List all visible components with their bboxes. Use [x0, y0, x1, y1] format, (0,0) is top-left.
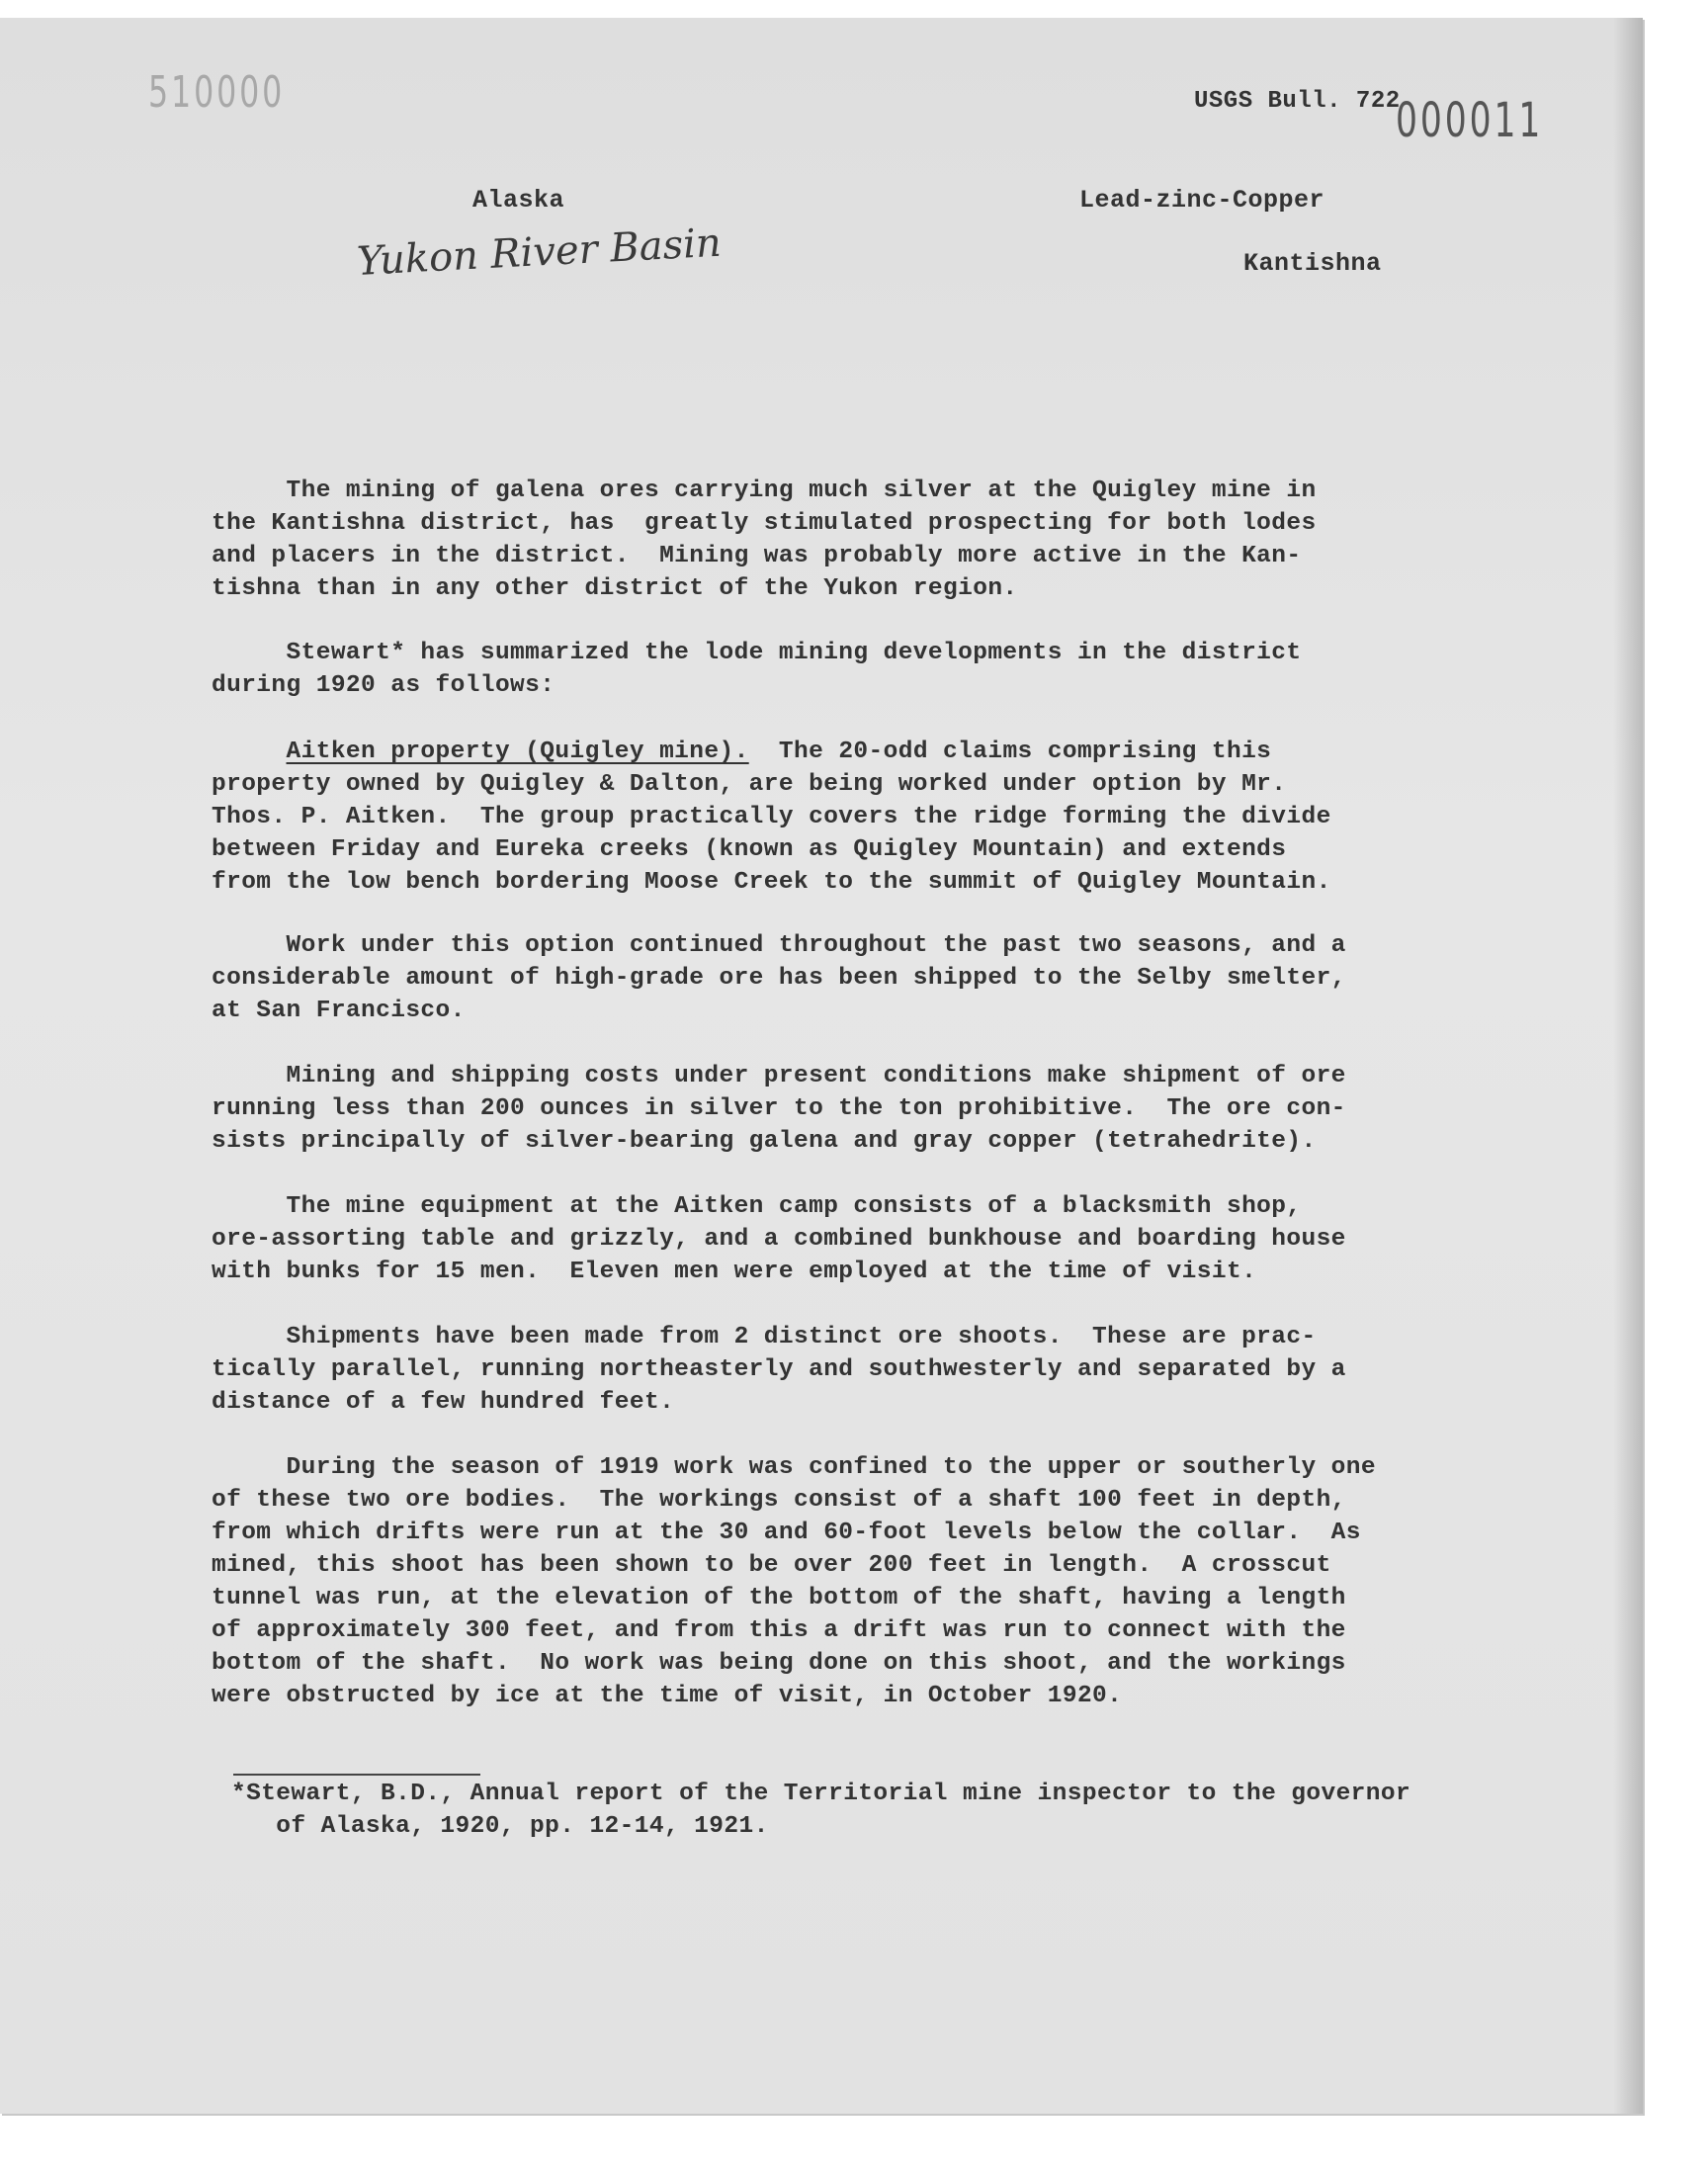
- footnote-divider: [233, 1774, 480, 1776]
- paragraph-line: tishna than in any other district of the Yukon region.: [212, 575, 1018, 602]
- paragraph-line: The mine equipment at the Aitken camp consists of a blacksmith shop,: [212, 1193, 1302, 1220]
- paragraph-1919-season: [212, 1451, 1376, 1712]
- paragraph-line: Mining and shipping costs under present conditions make shipment of ore: [212, 1063, 1346, 1089]
- paragraph-line: at San Francisco.: [212, 998, 466, 1024]
- paragraph-line: of approximately 300 feet, and from this a drift was run to connect with the: [212, 1617, 1346, 1644]
- page-stamp-number: 000011: [1396, 93, 1544, 148]
- paragraph-line: Stewart* has summarized the lode mining developments in the district: [212, 640, 1302, 666]
- paragraph-line: mined, this shoot has been shown to be over 200 feet in length. A crosscut: [212, 1552, 1331, 1579]
- paragraph-first-line: [212, 736, 1331, 768]
- paragraph-line: property owned by Quigley & Dalton, are being worked under option by Mr.: [212, 771, 1287, 798]
- paragraph-line: running less than 200 ounces in silver to the ton prohibitive. The ore con-: [212, 1095, 1346, 1122]
- paragraph-ore-shoots: [212, 1321, 1346, 1419]
- report-reference: USGS Bull. 722: [1194, 88, 1401, 115]
- paragraph-line: sists principally of silver-bearing galena and gray copper (tetrahedrite).: [212, 1128, 1317, 1155]
- footnote-line: *Stewart, B.D., Annual report of the Territorial mine inspector to the governor: [231, 1781, 1411, 1807]
- handwritten-annotation: Yukon River Basin: [356, 219, 723, 285]
- paragraph-line: from which drifts were run at the 30 and 60-foot levels below the collar. As: [212, 1520, 1361, 1546]
- paragraph-galena-mining: [212, 475, 1317, 605]
- archive-stamp-number: 510000: [148, 67, 286, 118]
- paragraph-mine-equipment: [212, 1190, 1346, 1288]
- paragraph-line: between Friday and Eureka creeks (known as Quigley Mountain) and extends: [212, 836, 1287, 863]
- header-commodities: Lead-zinc-Copper: [1079, 186, 1325, 215]
- paragraph-line: Thos. P. Aitken. The group practically covers the ridge forming the divide: [212, 804, 1331, 830]
- document-page: [0, 18, 1643, 2114]
- paragraph-line: bottom of the shaft. No work was being done on this shoot, and the workings: [212, 1650, 1346, 1677]
- paragraph-aitken-property: [212, 736, 1331, 899]
- paragraph-line: distance of a few hundred feet.: [212, 1389, 675, 1416]
- footnote: [231, 1778, 1410, 1843]
- header-district: Kantishna: [1243, 249, 1382, 278]
- paragraph-line: the Kantishna district, has greatly stimulated prospecting for both lodes: [212, 510, 1317, 537]
- paragraph-line: during 1920 as follows:: [212, 672, 555, 699]
- paragraph-stewart-summary: [212, 637, 1301, 702]
- paragraph-line: Work under this option continued throughout the past two seasons, and a: [212, 932, 1346, 959]
- paragraph-line-rest: The 20-odd claims comprising this: [748, 739, 1272, 765]
- header-region: Alaska: [472, 186, 565, 215]
- paragraph-line: from the low bench bordering Moose Creek to the summit of Quigley Mountain.: [212, 869, 1331, 896]
- paragraph-line: considerable amount of high-grade ore has been shipped to the Selby smelter,: [212, 965, 1346, 992]
- paragraph-line: tunnel was run, at the elevation of the bottom of the shaft, having a length: [212, 1585, 1346, 1611]
- section-heading: Aitken property (Quigley mine).: [286, 739, 749, 765]
- paragraph-line: ore-assorting table and grizzly, and a combined bunkhouse and boarding house: [212, 1226, 1346, 1253]
- paragraph-line: tically parallel, running northeasterly and southwesterly and separated by a: [212, 1356, 1346, 1383]
- paragraph-line: During the season of 1919 work was confined to the upper or southerly one: [212, 1454, 1376, 1481]
- paragraph-line: Shipments have been made from 2 distinct ore shoots. These are prac-: [212, 1324, 1317, 1350]
- paragraph-line: of these two ore bodies. The workings consist of a shaft 100 feet in depth,: [212, 1487, 1346, 1514]
- paragraph-line: were obstructed by ice at the time of visit, in October 1920.: [212, 1683, 1123, 1709]
- paragraph-work-option: [212, 929, 1346, 1027]
- paragraph-line: with bunks for 15 men. Eleven men were employed at the time of visit.: [212, 1259, 1257, 1285]
- paragraph-line: The mining of galena ores carrying much silver at the Quigley mine in: [212, 478, 1317, 504]
- paragraph-line: and placers in the district. Mining was probably more active in the Kan-: [212, 543, 1302, 569]
- paragraph-shipping-costs: [212, 1060, 1346, 1158]
- footnote-line: of Alaska, 1920, pp. 12-14, 1921.: [231, 1813, 769, 1840]
